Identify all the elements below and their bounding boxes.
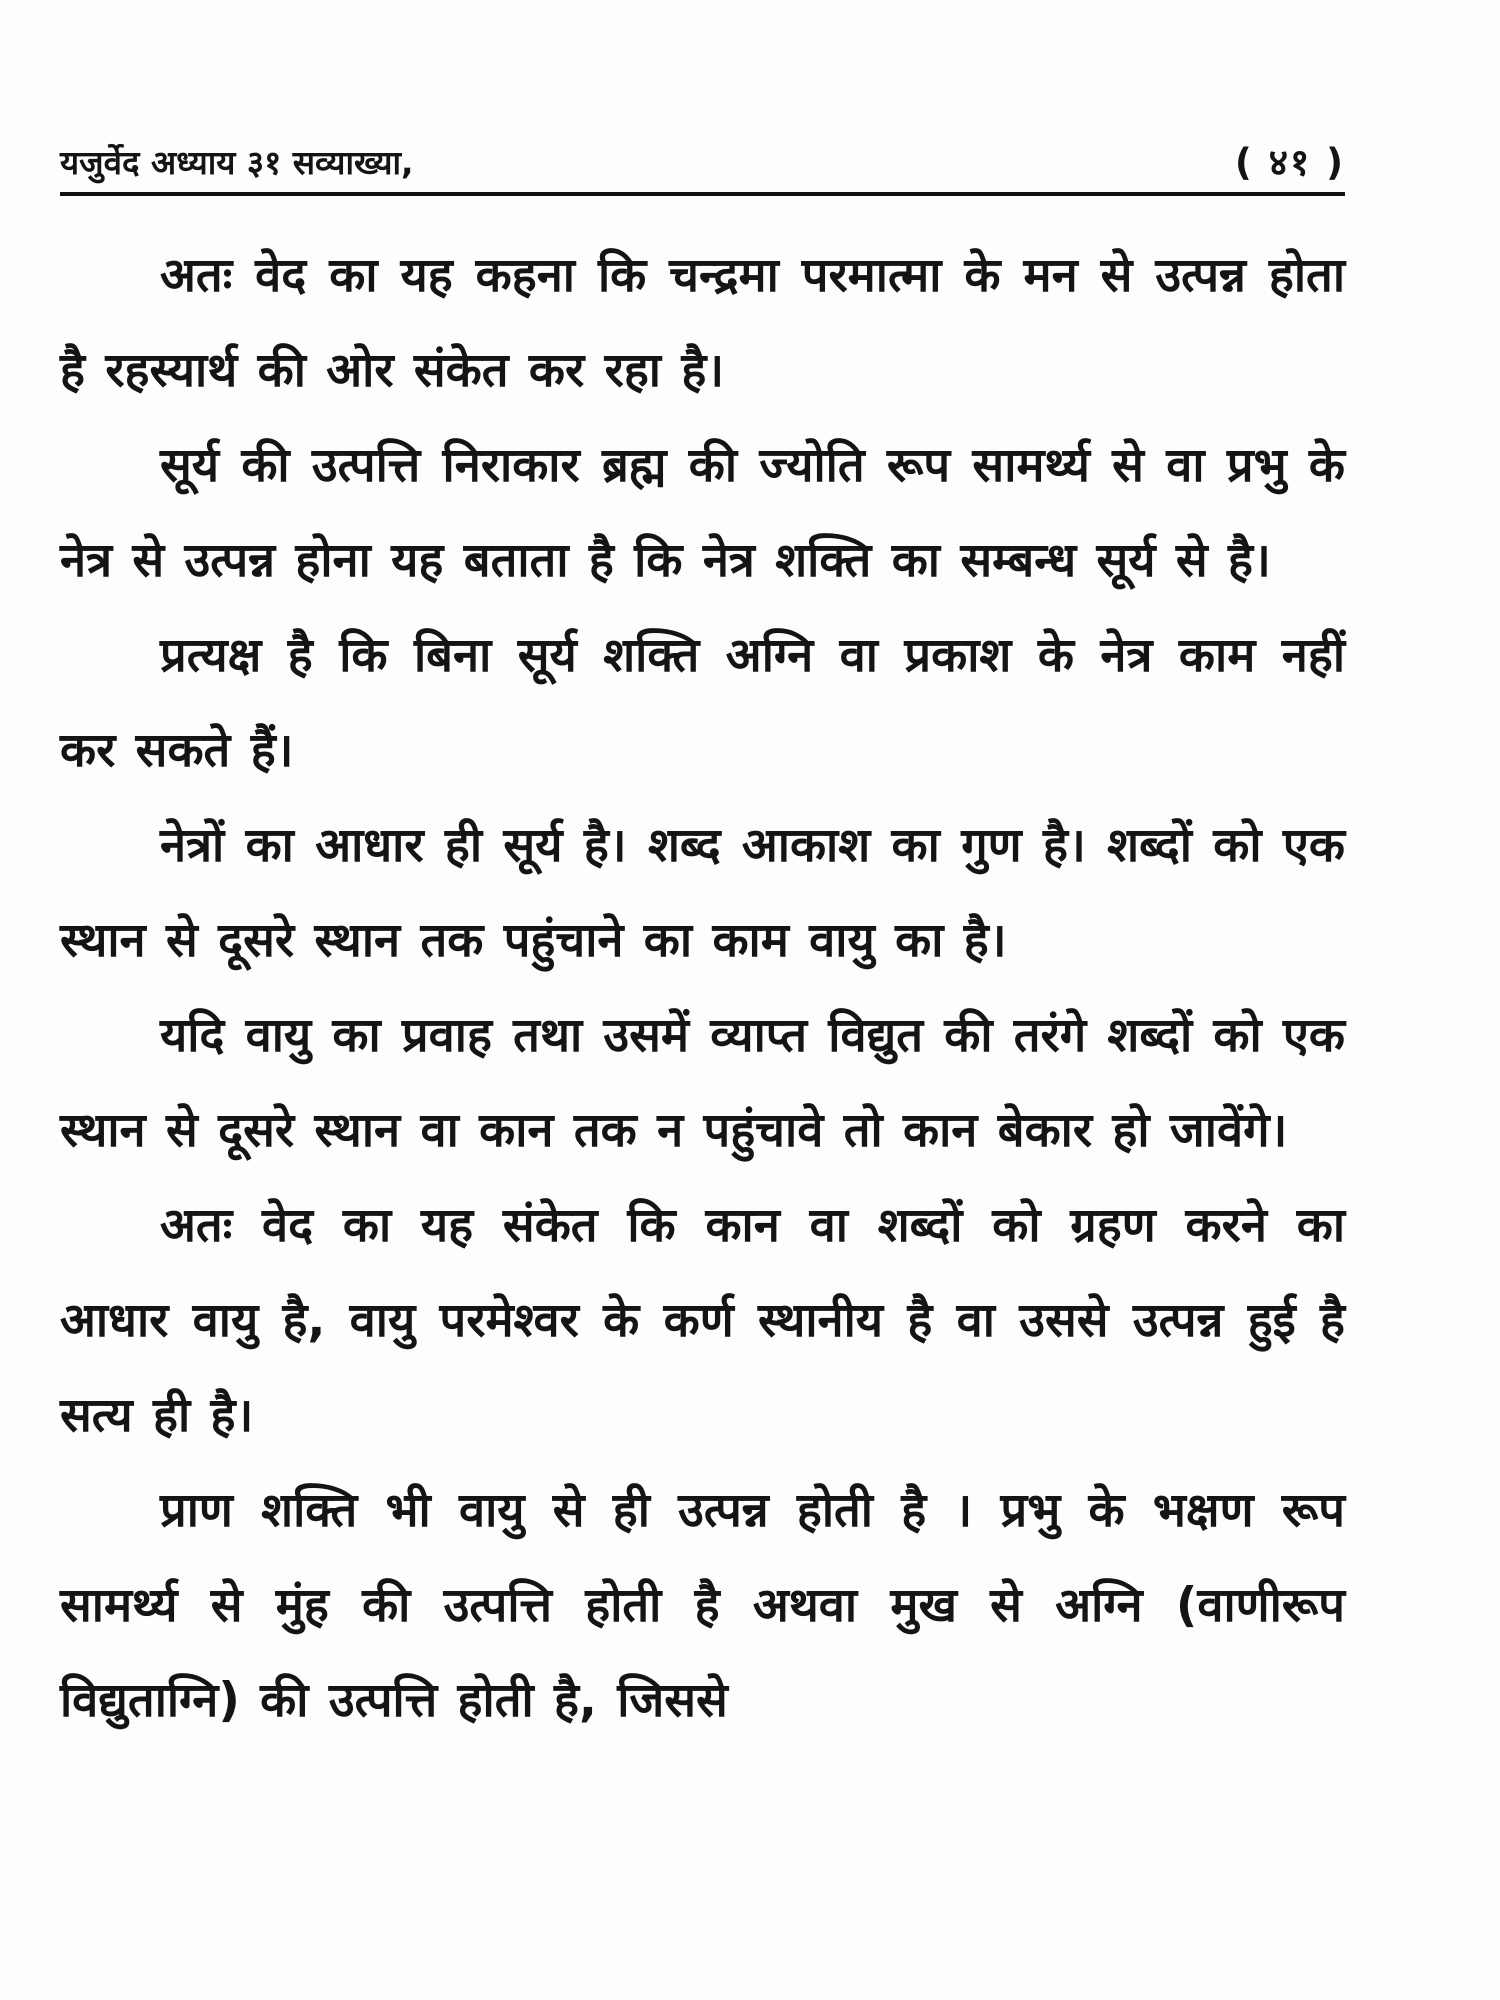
header-title: यजुर्वेद अध्याय ३१ सव्याख्या,	[60, 143, 414, 182]
running-header	[60, 138, 1345, 194]
paragraph-1: अतः वेद का यह कहना कि चन्द्रमा परमात्मा के मन से उत्पन्न होता है रहस्यार्थ की ओर संकेत कर रहा है।	[60, 248, 1345, 398]
paragraph-6: अतः वेद का यह संकेत कि कान वा शब्दों को ग्रहण करने का आधार वायु है, वायु परमेश्वर के कर्ण स्थानीय है वा उससे उत्पन्न हुई है सत्य ही है।	[60, 1198, 1345, 1443]
paragraph-7: प्राण शक्ति भी वायु से ही उत्पन्न होती है । प्रभु के भक्षण रूप सामर्थ्य से मुंह की उत्पत्ति होती है अथवा मुख से अग्नि (वाणीरूप विद्युताग्नि) की उत्पत्ति होती है, जिससे	[60, 1483, 1345, 1728]
paragraph-2: सूर्य की उत्पत्ति निराकार ब्रह्म की ज्योति रूप सामर्थ्य से वा प्रभु के नेत्र से उत्पन्न होना यह बताता है कि नेत्र शक्ति का सम्बन्ध सूर्य से है।	[60, 438, 1345, 588]
header-rule	[60, 192, 1345, 196]
page-number: ( ४१ )	[1234, 141, 1345, 184]
paragraph-5: यदि वायु का प्रवाह तथा उसमें व्याप्त विद्युत की तरंगे शब्दों को एक स्थान से दूसरे स्थान वा कान तक न पहुंचावे तो कान बेकार हो जावेंगे।	[60, 1008, 1345, 1158]
body-text	[60, 228, 1345, 1748]
paragraph-4: नेत्रों का आधार ही सूर्य है। शब्द आकाश का गुण है। शब्दों को एक स्थान से दूसरे स्थान तक पहुंचाने का काम वायु का है।	[60, 818, 1345, 968]
paragraph-3: प्रत्यक्ष है कि बिना सूर्य शक्ति अग्नि वा प्रकाश के नेत्र काम नहीं कर सकते हैं।	[60, 628, 1345, 778]
